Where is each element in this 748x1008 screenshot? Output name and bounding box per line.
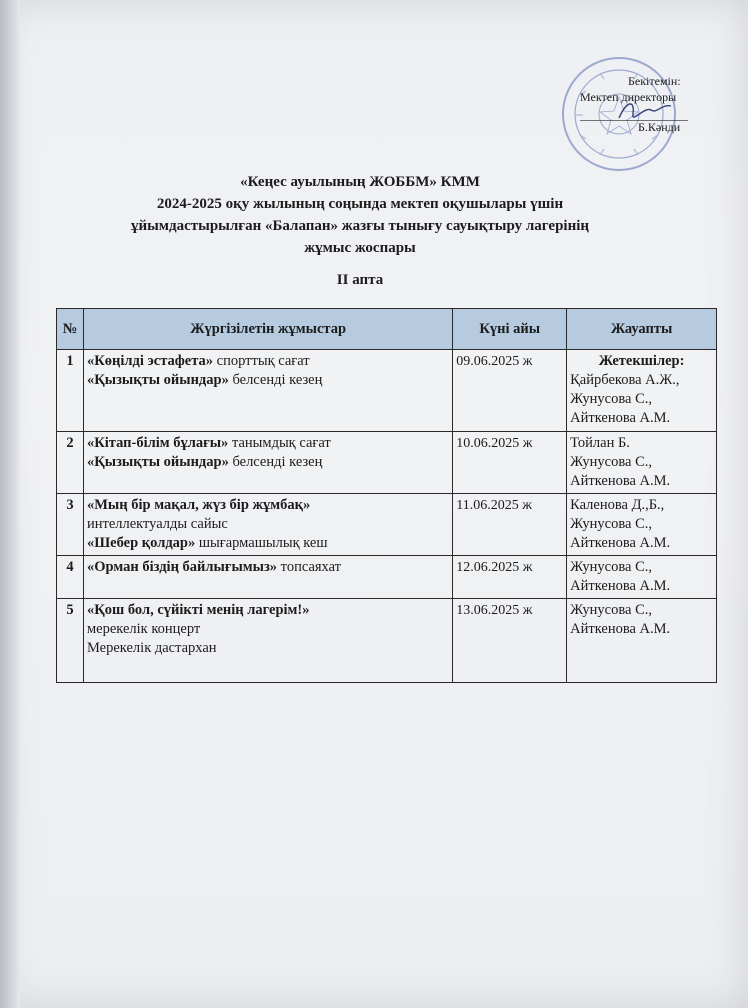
activity-title: «Қызықты ойындар»	[86, 454, 229, 470]
responsible-cell	[567, 350, 717, 432]
responsible-cell	[567, 432, 717, 494]
activity-title: «Орман біздің байлығымыз»	[86, 559, 278, 575]
responsible-person: Айткенова А.М.	[570, 578, 671, 594]
responsible-person: Жунусова С.,	[570, 454, 653, 470]
approval-position: Мектеп директоры	[580, 90, 677, 104]
approval-block	[560, 70, 730, 160]
responsible-person: Жунусова С.,	[570, 391, 653, 407]
activity-type: белсенді кезең	[228, 454, 323, 470]
row-number: 4	[57, 556, 84, 599]
activity-type: танымдық сағат	[228, 435, 331, 451]
table-header-row	[57, 309, 717, 350]
responsible-person: Тойлан Б.	[570, 435, 630, 451]
title-line-2: 2024-2025 оқу жылының соңында мектеп оқушылары үшін	[156, 196, 564, 212]
activity-title: «Кітап-білім бұлағы»	[86, 435, 229, 451]
header-num: №	[57, 309, 84, 350]
date-cell: 13.06.2025 ж	[453, 599, 567, 683]
responsible-person: Жунусова С.,	[570, 559, 653, 575]
activity-type: мерекелік концерт	[86, 621, 201, 637]
activity-title: «Шебер қолдар»	[86, 535, 196, 551]
activity-cell	[83, 599, 452, 683]
date-cell: 12.06.2025 ж	[453, 556, 567, 599]
activity-type: интеллектуалды сайыс	[86, 516, 228, 532]
activity-cell	[83, 350, 452, 432]
approval-name: Б.Кәнди	[638, 120, 681, 134]
responsible-person: Айткенова А.М.	[570, 410, 671, 426]
title-line-1: «Кеңес ауылының ЖОББМ» КММ	[240, 174, 480, 190]
table-row	[57, 494, 717, 556]
header-date: Күні айы	[453, 309, 567, 350]
table-row	[57, 350, 717, 432]
activity-type: спорттық сағат	[213, 353, 310, 369]
activity-type: белсенді кезең	[228, 372, 323, 388]
schedule-table	[56, 308, 717, 683]
row-number: 1	[57, 350, 84, 432]
activity-title: «Қызықты ойындар»	[86, 372, 229, 388]
date-cell: 09.06.2025 ж	[453, 350, 567, 432]
row-number: 5	[57, 599, 84, 683]
table-row	[57, 556, 717, 599]
page-fold-shadow	[0, 0, 20, 1008]
week-label: ІІ апта	[336, 272, 384, 288]
title-line-4: жұмыс жоспары	[304, 240, 416, 256]
responsible-cell	[567, 556, 717, 599]
date-cell: 11.06.2025 ж	[453, 494, 567, 556]
row-number: 3	[57, 494, 84, 556]
responsible-person: Айткенова А.М.	[570, 621, 671, 637]
responsible-cell	[567, 599, 717, 683]
table-row	[57, 432, 717, 494]
activity-type: Мерекелік дастархан	[86, 640, 217, 656]
activity-type: шығармашылық кеш	[195, 535, 328, 551]
activity-title: «Мың бір мақал, жүз бір жұмбақ»	[86, 497, 311, 513]
row-number: 2	[57, 432, 84, 494]
activity-title: «Көңілді эстафета»	[86, 353, 214, 369]
activity-type: топсаяхат	[277, 559, 342, 575]
title-line-3: ұйымдастырылған «Балапан» жазғы тынығу сауықтыру лагерінің	[130, 218, 590, 234]
responsible-person: Қайрбекова А.Ж.,	[570, 372, 680, 388]
date-cell: 10.06.2025 ж	[453, 432, 567, 494]
responsible-person: Каленова Д.,Б.,	[570, 497, 665, 513]
activity-title: «Қош бол, сүйікті менің лагерім!»	[86, 602, 310, 618]
activity-cell	[83, 556, 452, 599]
activity-cell	[83, 432, 452, 494]
approval-heading: Бекітемін:	[628, 74, 681, 88]
responsible-person: Жунусова С.,	[570, 602, 653, 618]
activity-cell	[83, 494, 452, 556]
responsible-cell	[567, 494, 717, 556]
signature-line: __________________	[580, 108, 688, 122]
responsible-heading: Жетекшілер:	[598, 353, 685, 369]
responsible-person: Жунусова С.,	[570, 516, 653, 532]
header-responsible: Жауапты	[567, 309, 717, 350]
responsible-person: Айткенова А.М.	[570, 473, 671, 489]
header-activity: Жүргізілетін жұмыстар	[83, 309, 452, 350]
table-row	[57, 599, 717, 683]
responsible-person: Айткенова А.М.	[570, 535, 671, 551]
